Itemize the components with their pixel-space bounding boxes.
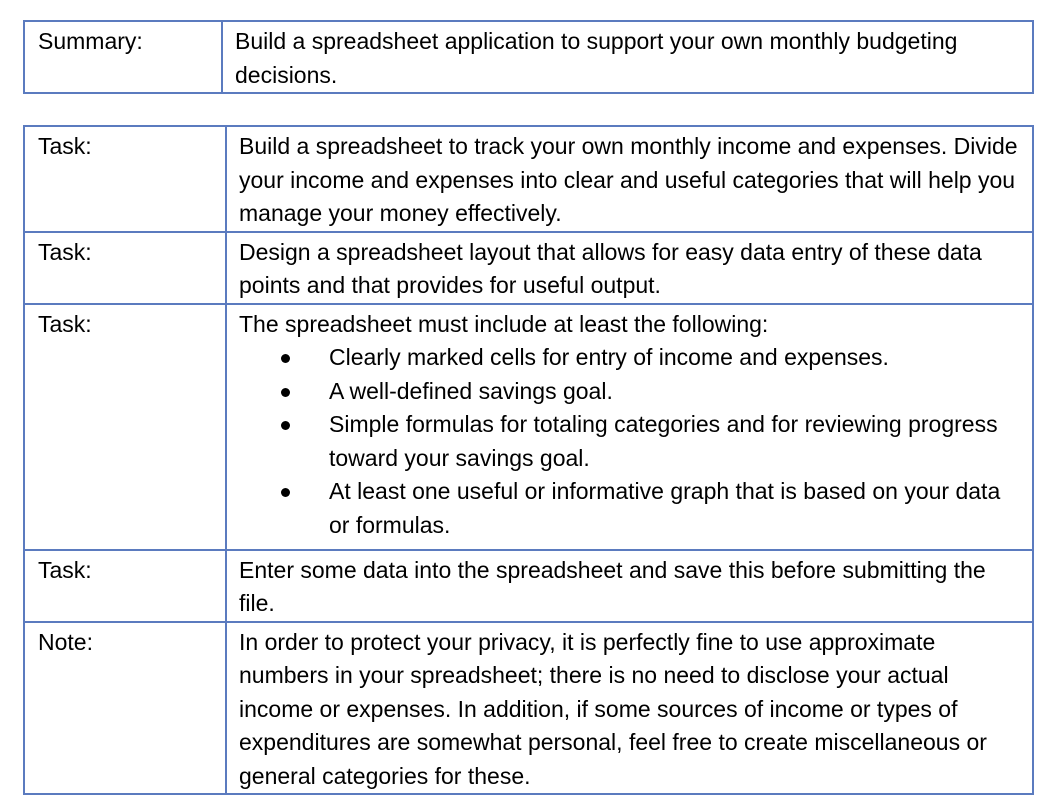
task-table [23, 125, 1034, 795]
note-label: Note: [24, 622, 226, 795]
requirement-list [239, 341, 1026, 542]
requirement-text: A well-defined savings goal. [329, 377, 613, 404]
task-text: Design a spreadsheet layout that allows for easy data entry of these data points and that provides for useful output. [226, 232, 1033, 304]
requirement-item [281, 375, 1026, 409]
task-row [24, 232, 1033, 304]
summary-text: Build a spreadsheet application to support your own monthly budgeting decisions. [222, 21, 1033, 93]
task-row [24, 550, 1033, 622]
task-label: Task: [24, 232, 226, 304]
task-text: Build a spreadsheet to track your own monthly income and expenses. Divide your income and expenses into clear and useful categories that will help you manage your money effectively. [226, 126, 1033, 232]
task-row [24, 126, 1033, 232]
summary-row [24, 21, 1033, 93]
task-label: Task: [24, 126, 226, 232]
bullet-icon [281, 354, 290, 363]
requirement-text: Simple formulas for totaling categories and for reviewing progress toward your savings goal. [329, 411, 998, 471]
note-text: In order to protect your privacy, it is perfectly fine to use approximate numbers in your spreadsheet; there is no need to disclose your actual income or expenses. In addition, if some sources of income or types of expenditures are somewhat personal, feel free to create miscellaneous or general categories for these. [226, 622, 1033, 795]
summary-table [23, 20, 1034, 94]
bullet-icon [281, 388, 290, 397]
requirement-item [281, 475, 1026, 542]
requirement-text: At least one useful or informative graph that is based on your data or formulas. [329, 478, 1001, 538]
requirement-text: Clearly marked cells for entry of income and expenses. [329, 344, 889, 370]
task-label: Task: [24, 550, 226, 622]
summary-label: Summary: [24, 21, 222, 93]
task-text: Enter some data into the spreadsheet and save this before submitting the file. [226, 550, 1033, 622]
requirement-item [281, 408, 1026, 475]
bullet-icon [281, 488, 290, 497]
bullet-icon [281, 421, 290, 430]
task-text: The spreadsheet must include at least the following: [239, 310, 769, 337]
task-row [24, 304, 1033, 550]
note-row [24, 622, 1033, 795]
task-content [226, 304, 1033, 550]
requirement-item [281, 341, 1026, 375]
task-label: Task: [24, 304, 226, 550]
